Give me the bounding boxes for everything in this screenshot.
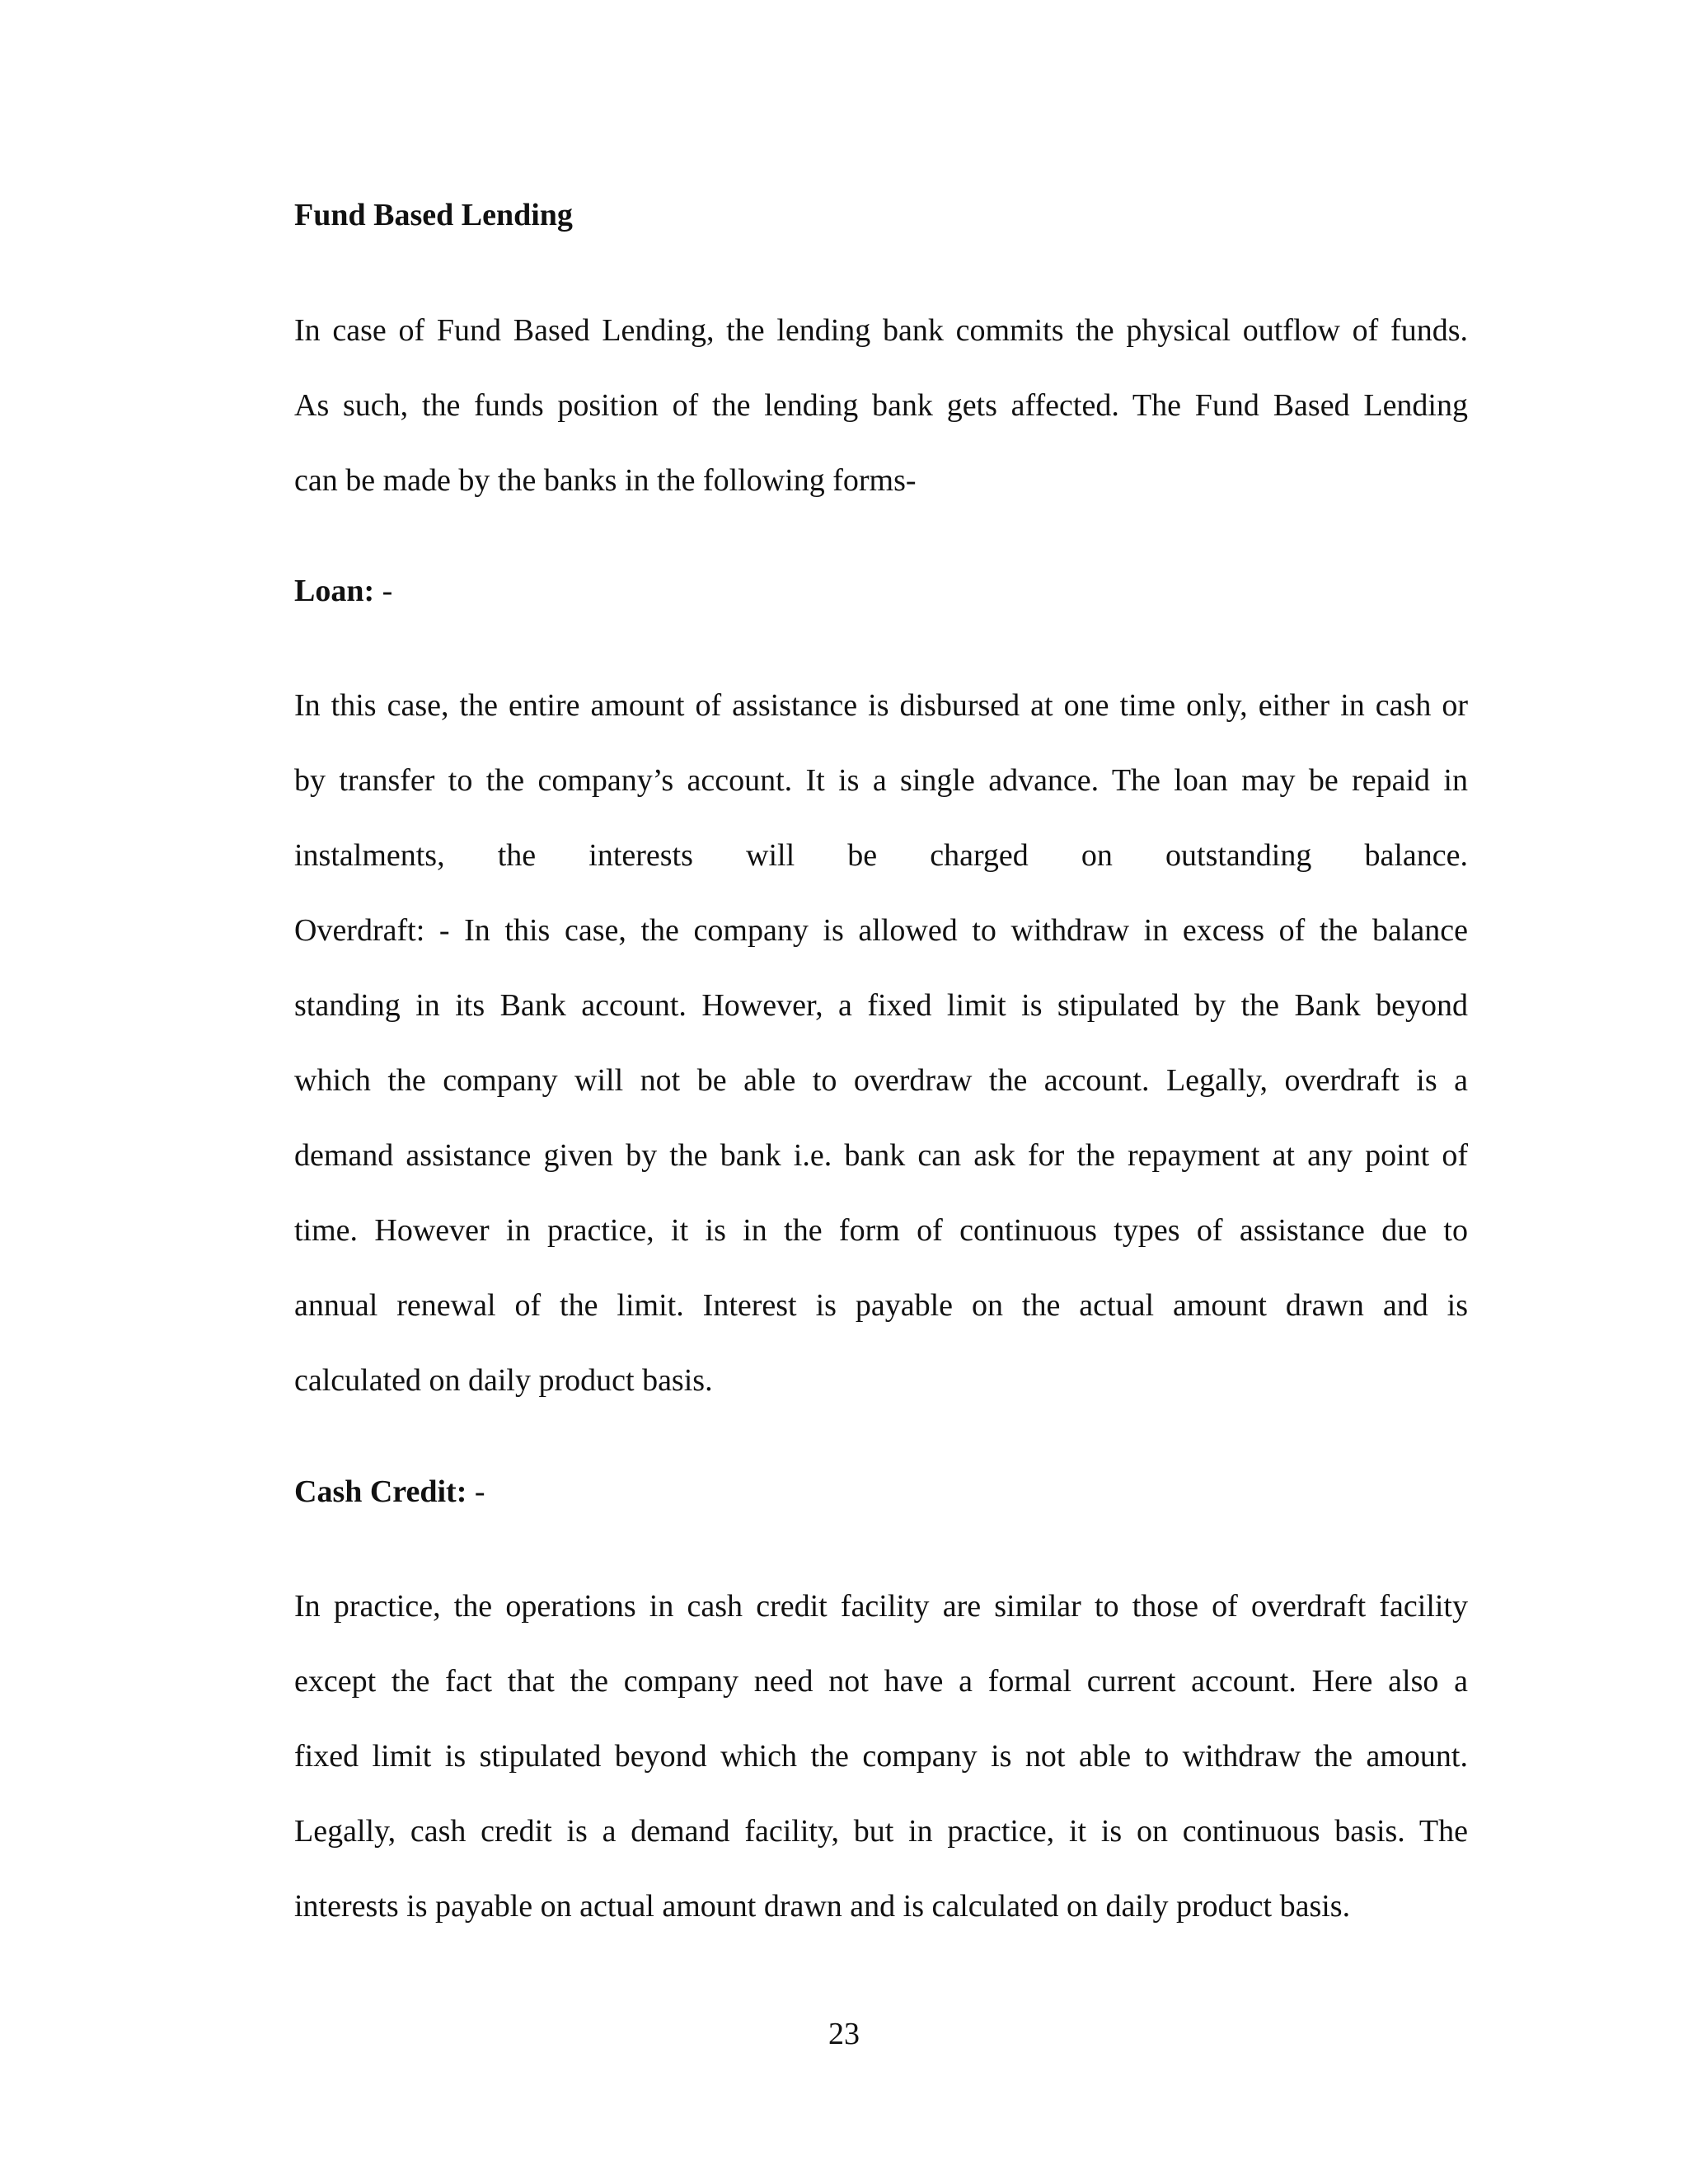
paragraph-fund-based-lending [294,293,1468,518]
paragraph-line: instalments, the interests will be charged on outstanding balance. [294,838,1468,873]
heading-suffix: - [374,574,393,608]
paragraph-line: interests is payable on actual amount drawn and is calculated on daily product basis. [294,1889,1351,1924]
paragraph-line: annual renewal of the limit. Interest is payable on the actual amount drawn and is [294,1288,1468,1323]
paragraph-line: In this case, the entire amount of assistance is disbursed at one time only, either in cash or [294,688,1468,723]
heading-label: Cash Credit: [294,1474,467,1509]
paragraph-line: time. However in practice, it is in the form of continuous types of assistance due to [294,1213,1468,1248]
paragraph-line: which the company will not be able to overdraw the account. Legally, overdraft is a [294,1063,1468,1098]
section-heading-cash-credit [294,1471,485,1512]
section-heading-loan [294,570,392,612]
page-number: 23 [828,2017,860,2051]
paragraph-line: standing in its Bank account. However, a fixed limit is stipulated by the Bank beyond [294,988,1468,1023]
paragraph-line: In practice, the operations in cash credit facility are similar to those of overdraft facility [294,1589,1468,1624]
paragraph-line: calculated on daily product basis. [294,1363,713,1398]
paragraph-line: In case of Fund Based Lending, the lending bank commits the physical outflow of funds. [294,313,1468,348]
paragraph-line: can be made by the banks in the following forms- [294,463,917,498]
paragraph-loan [294,668,1468,1418]
heading-suffix: - [467,1474,485,1509]
paragraph-line: Overdraft: - In this case, the company is allowed to withdraw in excess of the balance [294,913,1468,948]
paragraph-cash-credit [294,1569,1468,1944]
paragraph-line: Legally, cash credit is a demand facility, but in practice, it is on continuous basis. The [294,1814,1468,1849]
heading-label: Loan: [294,574,375,608]
paragraph-line: by transfer to the company’s account. It is a single advance. The loan may be repaid in [294,763,1468,798]
paragraph-line: except the fact that the company need not have a formal current account. Here also a [294,1664,1468,1699]
paragraph-line: demand assistance given by the bank i.e. bank can ask for the repayment at any point of [294,1138,1468,1173]
section-heading-fund-based-lending [294,194,573,236]
heading-text: Fund Based Lending [294,198,573,232]
paragraph-line: As such, the funds position of the lending bank gets affected. The Fund Based Lending [294,388,1468,423]
paragraph-line: fixed limit is stipulated beyond which the company is not able to withdraw the amount. [294,1739,1468,1774]
